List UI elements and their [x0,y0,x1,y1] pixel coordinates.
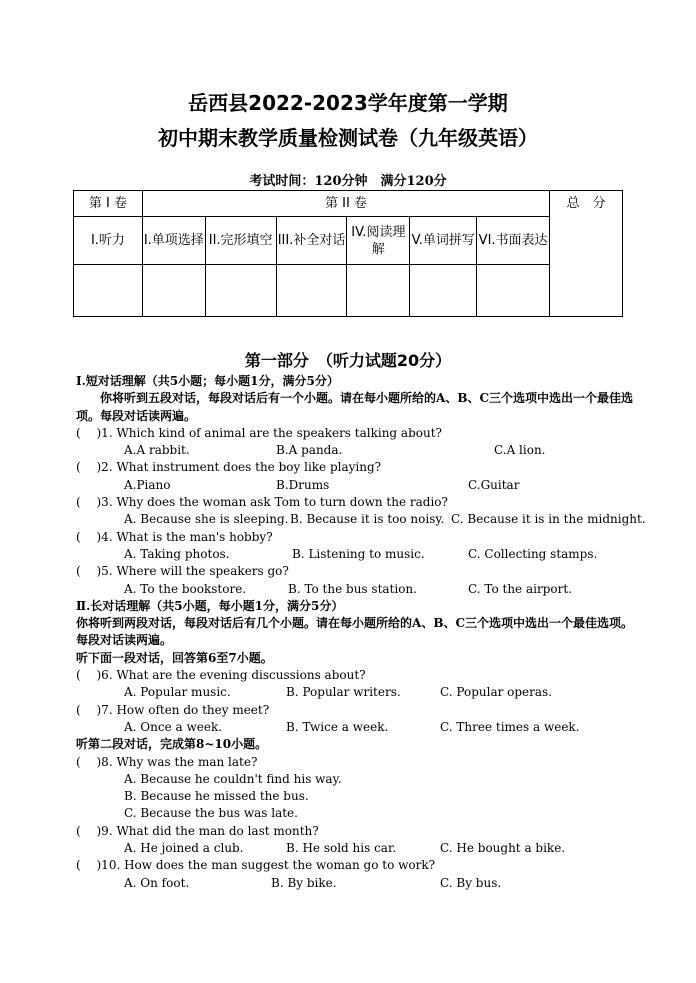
options-9 [76,840,636,857]
part2-instruction: 你将听到两段对话，每段对话后有几个小题。请在每小题所给的A、B、C三个选项中选出一个最佳选项。每段对话读两遍。 [76,616,634,648]
options-7 [76,719,636,736]
option-c: C. By bus. [440,875,502,890]
score-col-spelling: V.单词拼写 [410,217,477,265]
score-col-writing: VI.书面表达 [477,217,550,265]
score-col-reading: IV.阅读理解 [347,217,410,265]
exam-title-line2: 初中期末教学质量检测试卷（九年级英语） [158,126,538,150]
option-c: C. To the airport. [468,581,572,596]
option-b: B. He sold his car. [286,841,397,856]
score-cell[interactable] [142,265,205,317]
score-cell[interactable] [410,265,477,317]
score-header-total: 总 分 [550,191,623,317]
exam-title-line1: 岳西县2022-2023学年度第一学期 [188,91,508,115]
option-a: A.A rabbit. [124,443,190,458]
option-a: A. Once a week. [124,719,223,734]
option-c: C.A lion. [494,443,546,458]
score-cell[interactable] [205,265,276,317]
part2-heading: Ⅱ.长对话理解（共5小题，每小题1分，满分5分） [76,598,344,613]
options-5 [76,581,636,598]
options-1 [76,442,636,459]
score-col-cloze: II.完形填空 [205,217,276,265]
section-title: 第一部分 （听力试题20分） [244,351,452,370]
option-b: B. To the bus station. [288,581,417,596]
option-b: B. By bike. [271,875,337,890]
options-6 [76,684,636,701]
part1-heading: I.短对话理解（共5小题；每小题1分，满分5分） [76,374,339,388]
option-c: C. He bought a bike. [440,841,566,856]
question-7: ( )7. How often do they meet? [76,702,270,717]
question-9: ( )9. What did the man do last month? [76,823,319,838]
options-3 [76,511,646,528]
score-col-single-choice: I.单项选择 [142,217,205,265]
dialog2-label: 听第二段对话，完成第8~10小题。 [76,737,268,752]
option-c: C.Guitar [468,477,520,492]
question-5: ( )5. Where will the speakers go? [76,564,289,579]
listening-content [76,373,646,892]
dialog1-label: 听下面一段对话，回答第6至7小题。 [76,650,273,665]
options-10 [76,875,636,892]
question-8: ( )8. Why was the man late? [76,754,258,769]
option-b: B.A panda. [276,443,343,458]
option-a: A. He joined a club. [124,841,244,856]
option-c: C. Because it is in the midnight. [451,512,646,527]
score-header-part1: 第 I 卷 [74,191,143,217]
option-b: B. Popular writers. [286,685,401,700]
score-table [73,190,623,317]
option-a: A.Piano [124,477,171,492]
option-a: A. On foot. [124,875,190,890]
part1-instruction: 你将听到五段对话，每段对话后有一个小题。请在每小题所给的A、B、C三个选项中选出一个最佳选项。每段对话读两遍。 [76,391,634,423]
option-c: C. Three times a week. [440,719,580,734]
option-a: A. Because she is sleeping. [124,512,289,527]
question-3: ( )3. Why does the woman ask Tom to turn down the radio? [76,495,448,510]
option-b: B.Drums [276,477,330,492]
options-2 [76,477,636,494]
options-4 [76,546,636,563]
option-b: B. Because it is too noisy. [290,512,445,527]
score-cell[interactable] [347,265,410,317]
question-1: ( )1. Which kind of animal are the speakers talking about? [76,425,442,440]
score-cell[interactable] [74,265,143,317]
option-a: A. Taking photos. [124,546,230,561]
score-header-part2: 第 II 卷 [142,191,549,217]
option-a: A. To the bookstore. [124,581,247,596]
score-cell[interactable] [477,265,550,317]
option-c: C. Popular operas. [440,685,553,700]
score-cell[interactable] [276,265,347,317]
question-6: ( )6. What are the evening discussions about? [76,668,366,683]
option-a: A. Popular music. [124,685,231,700]
score-col-listening: I.听力 [74,217,143,265]
option-b: B. Because he missed the bus. [124,789,309,804]
question-10: ( )10. How does the man suggest the woman go to work? [76,858,436,873]
option-a: A. Because he couldn't find his way. [124,771,342,786]
option-c: C. Collecting stamps. [468,546,598,561]
option-b: B. Listening to music. [292,546,425,561]
exam-info: 考试时间：120分钟 满分120分 [249,174,447,189]
question-2: ( )2. What instrument does the boy like playing? [76,460,382,475]
option-b: B. Twice a week. [286,719,389,734]
option-c: C. Because the bus was late. [124,806,298,821]
question-4: ( )4. What is the man's hobby? [76,529,273,544]
score-col-dialogue: III.补全对话 [276,217,347,265]
